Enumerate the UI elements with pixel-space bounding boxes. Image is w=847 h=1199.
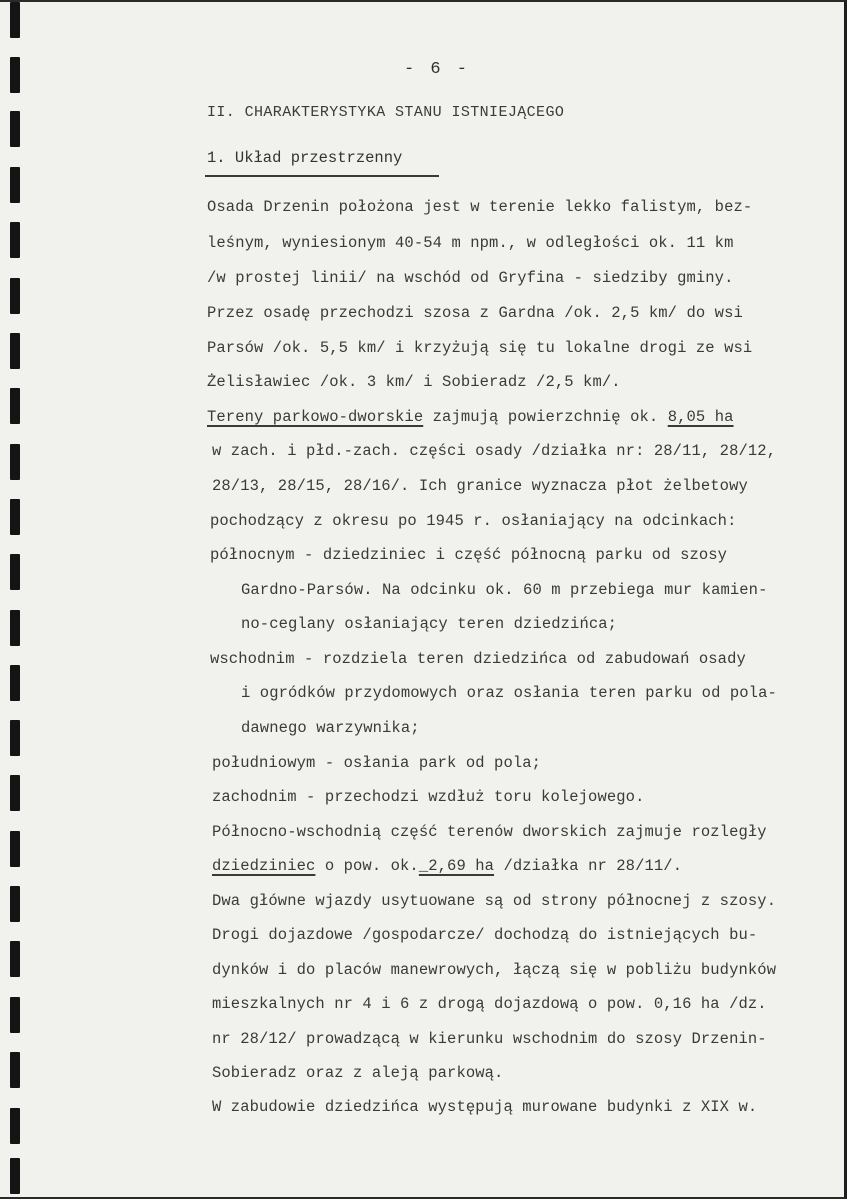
text-line xyxy=(207,408,734,426)
text-span: o pow. ok. xyxy=(315,857,419,875)
binding-hole-mark xyxy=(10,1158,20,1194)
text-line: 28/13, 28/15, 28/16/. Ich granice wyznacza płot żelbetowy xyxy=(212,477,748,495)
underlined-text: _2,69 ha xyxy=(418,857,495,875)
binding-strip xyxy=(0,0,40,1199)
text-line: Osada Drzenin położona jest w terenie lekko falistym, bez- xyxy=(207,198,753,216)
text-line: leśnym, wyniesionym 40-54 m npm., w odległości ok. 11 km xyxy=(207,234,734,252)
text-line: Dwa główne wjazdy usytuowane są od strony północnej z szosy. xyxy=(212,892,777,910)
text-line: Północno-wschodnią część terenów dworskich zajmuje rozległy xyxy=(212,823,767,841)
text-line: /w prostej linii/ na wschód od Gryfina - siedziby gminy. xyxy=(207,269,734,287)
binding-hole-mark xyxy=(10,499,20,535)
text-line: Parsów /ok. 5,5 km/ i krzyżują się tu lokalne drogi ze wsi xyxy=(207,339,753,357)
binding-hole-mark xyxy=(10,554,20,590)
binding-hole-mark xyxy=(10,333,20,369)
binding-hole-mark xyxy=(10,665,20,701)
text-line: mieszkalnych nr 4 i 6 z drogą dojazdową o pow. 0,16 ha /dz. xyxy=(212,995,767,1013)
binding-hole-mark xyxy=(10,997,20,1033)
text-line: wschodnim - rozdziela teren dziedzińca od zabudowań osady xyxy=(210,650,746,668)
page-number: - 6 - xyxy=(404,60,471,79)
binding-hole-mark xyxy=(10,610,20,646)
text-line: W zabudowie dziedzińca występują murowane budynki z XIX w. xyxy=(212,1098,758,1116)
binding-hole-mark xyxy=(10,444,20,480)
subsection-underline xyxy=(205,175,439,177)
binding-hole-mark xyxy=(10,2,20,38)
text-line: i ogródków przydomowych oraz osłania teren parku od pola- xyxy=(241,684,777,702)
text-line: Drogi dojazdowe /gospodarcze/ dochodzą do istniejących bu- xyxy=(212,926,758,944)
text-line: w zach. i płd.-zach. części osady /działka nr: 28/11, 28/12, xyxy=(212,442,777,460)
section-title: II. CHARAKTERYSTYKA STANU ISTNIEJĄCEGO xyxy=(207,104,565,121)
underlined-text: dziedziniec xyxy=(212,857,316,875)
binding-hole-mark xyxy=(10,388,20,424)
binding-hole-mark xyxy=(10,57,20,93)
text-line: Sobieradz oraz z aleją parkową. xyxy=(212,1064,504,1082)
text-line: Przez osadę przechodzi szosa z Gardna /ok. 2,5 km/ do wsi xyxy=(207,304,743,322)
text-line: Żelisławiec /ok. 3 km/ i Sobieradz /2,5 km/. xyxy=(207,373,621,391)
text-line: dynków i do placów manewrowych, łączą się w pobliżu budynków xyxy=(212,961,777,979)
binding-hole-mark xyxy=(10,941,20,977)
binding-hole-mark xyxy=(10,720,20,756)
binding-hole-mark xyxy=(10,222,20,258)
text-line: dawnego warzywnika; xyxy=(241,719,420,737)
text-line: Gardno-Parsów. Na odcinku ok. 60 m przebiega mur kamien- xyxy=(241,581,768,599)
binding-hole-mark xyxy=(10,167,20,203)
text-line: no-ceglany osłaniający teren dziedzińca; xyxy=(241,615,618,633)
binding-hole-mark xyxy=(10,831,20,867)
text-line: południowym - osłania park od pola; xyxy=(212,754,542,772)
underlined-text: Tereny parkowo-dworskie xyxy=(207,408,424,426)
binding-hole-mark xyxy=(10,1052,20,1088)
binding-hole-mark xyxy=(10,886,20,922)
text-line: zachodnim - przechodzi wzdłuż toru kolejowego. xyxy=(212,788,645,806)
text-span: zajmują powierzchnię ok. xyxy=(423,408,668,426)
text-line: północnym - dziedziniec i część północną parku od szosy xyxy=(210,546,728,564)
text-line: pochodzący z okresu po 1945 r. osłaniający na odcinkach: xyxy=(210,512,737,530)
text-span: /działka nr 28/11/. xyxy=(494,857,683,875)
binding-hole-mark xyxy=(10,111,20,147)
binding-hole-mark xyxy=(10,1108,20,1144)
binding-hole-mark xyxy=(10,775,20,811)
underlined-text: 8,05 ha xyxy=(667,408,734,426)
subsection-title: 1. Układ przestrzenny xyxy=(207,149,403,167)
text-line xyxy=(212,857,682,875)
binding-hole-mark xyxy=(10,278,20,314)
text-line: nr 28/12/ prowadzącą w kierunku wschodnim do szosy Drzenin- xyxy=(212,1030,767,1048)
